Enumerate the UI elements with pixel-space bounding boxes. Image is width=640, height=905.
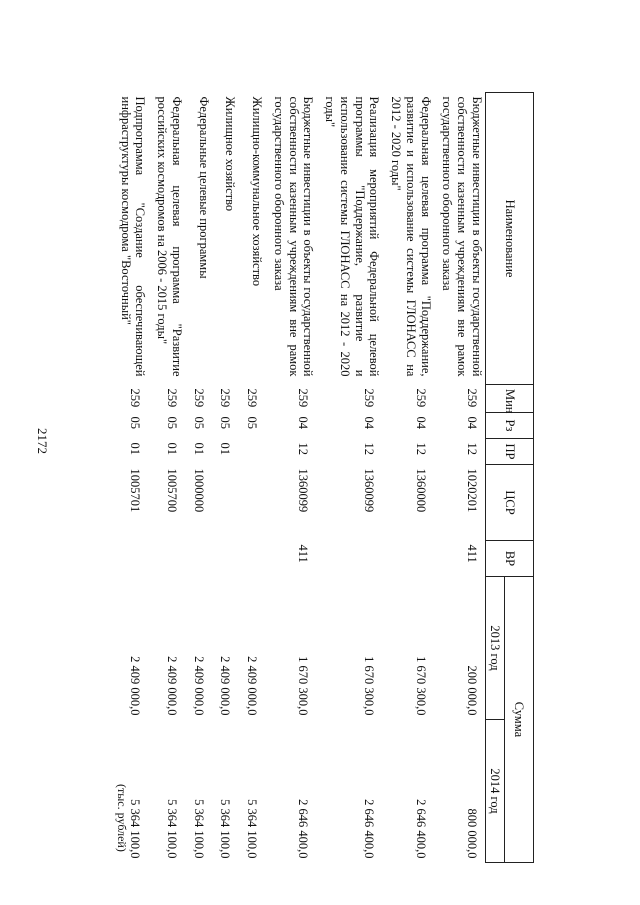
row-name: Бюджетные инвестиции в объекты государственной собственности казенным учреждениям вне рамок государственного оборонного заказа [440, 96, 484, 377]
header-vr: ВР [486, 541, 534, 577]
row-min: 259 [218, 388, 233, 408]
row-vr: 411 [465, 544, 479, 563]
header-rz: Рз [486, 413, 534, 439]
row-min: 259 [296, 388, 311, 408]
table-row [265, 93, 316, 863]
row-min: 259 [413, 388, 428, 408]
row-min: 259 [465, 388, 479, 408]
row-vr [239, 541, 266, 577]
row-pr: 12 [362, 442, 377, 455]
page-number: 2172 [35, 428, 50, 454]
row-pr: 01 [218, 442, 233, 455]
row-rz: 04 [465, 416, 479, 429]
row-rz: 05 [128, 416, 143, 429]
row-pr: 12 [296, 442, 311, 455]
row-sum-2014: 2 646 400,0 [362, 799, 377, 859]
header-name: Наименование [486, 93, 534, 385]
row-rz: 04 [362, 416, 377, 429]
row-sum-2013: 2 409 000,0 [128, 656, 143, 716]
row-min: 259 [165, 388, 179, 408]
table-row [149, 93, 186, 863]
row-vr [112, 541, 149, 577]
row-name: Жилищно-коммунальное хозяйство [250, 96, 265, 287]
row-pr: 01 [165, 442, 179, 455]
row-vr [383, 541, 434, 577]
units-note: (тыс. рублей) [115, 784, 129, 852]
row-rz: 05 [191, 416, 206, 429]
row-csr: 1360000 [413, 468, 428, 513]
header-min: Мин [486, 385, 534, 413]
row-rz: 04 [413, 416, 428, 429]
budget-table [112, 92, 534, 863]
row-csr: 1020201 [465, 468, 479, 513]
row-sum-2013: 200 000,0 [465, 665, 479, 716]
row-rz: 05 [218, 416, 233, 429]
row-sum-2014: 800 000,0 [465, 808, 479, 859]
table-row [317, 93, 383, 863]
row-name: Федеральные целевые программы [196, 96, 211, 279]
row-sum-2013: 1 670 300,0 [362, 656, 377, 716]
row-sum-2013: 2 409 000,0 [165, 656, 179, 716]
row-sum-2014: 5 364 100,0 [128, 799, 143, 859]
header-year-2013: 2013 год [486, 577, 505, 720]
row-pr: 01 [128, 442, 143, 455]
header-sum: Сумма [505, 577, 534, 863]
row-name: Подпрограмма "Создание обеспечивающей инфраструктуры космодрома "Восточный" [118, 96, 148, 377]
table-row [185, 93, 212, 863]
header-pr: ПР [486, 439, 534, 465]
row-min: 259 [362, 388, 377, 408]
table-row [434, 93, 486, 863]
row-sum-2014: 5 364 100,0 [245, 799, 260, 859]
row-rz: 04 [296, 416, 311, 429]
row-sum-2014: 2 646 400,0 [413, 799, 428, 859]
row-sum-2014: 5 364 100,0 [165, 799, 179, 859]
row-rz: 05 [245, 416, 260, 429]
row-sum-2013: 2 409 000,0 [218, 656, 233, 716]
row-vr [185, 541, 212, 577]
row-csr [212, 465, 239, 541]
row-pr: 12 [465, 442, 479, 455]
row-pr: 12 [413, 442, 428, 455]
row-sum-2013: 1 670 300,0 [413, 656, 428, 716]
row-sum-2013: 2 409 000,0 [245, 656, 260, 716]
row-sum-2013: 1 670 300,0 [296, 656, 311, 716]
header-csr: ЦСР [486, 465, 534, 541]
row-vr [317, 541, 383, 577]
row-csr [239, 465, 266, 541]
row-min: 259 [245, 388, 260, 408]
row-vr [212, 541, 239, 577]
row-name: Федеральная целевая программа "Развитие российских космодромов на 2006 - 2015 годы" [155, 96, 184, 377]
row-csr: 1360099 [362, 468, 377, 513]
row-vr: 411 [296, 544, 311, 563]
row-pr [239, 439, 266, 465]
row-min: 259 [191, 388, 206, 408]
table-row [239, 93, 266, 863]
row-csr: 1360099 [296, 468, 311, 513]
row-sum-2013: 2 409 000,0 [191, 656, 206, 716]
table-row [112, 93, 149, 863]
row-name: Бюджетные инвестиции в объекты государственной собственности казенным учреждениям вне рамок государственного оборонного заказа [272, 96, 316, 377]
row-name: Федеральная целевая программа "Поддержание, развитие и использование системы ГЛОНАСС на 2012 - 2020 годы" [389, 96, 433, 377]
row-name: Реализация мероприятий Федеральной целевой программы "Поддержание, развитие и использование системы ГЛОНАСС на 2012 - 2020 годы" [323, 96, 382, 377]
header-year-2014: 2014 год [486, 720, 505, 863]
row-name: Жилищное хозяйство [223, 96, 238, 212]
table-row [212, 93, 239, 863]
row-sum-2014: 5 364 100,0 [191, 799, 206, 859]
row-sum-2014: 2 646 400,0 [296, 799, 311, 859]
row-sum-2014: 5 364 100,0 [218, 799, 233, 859]
row-min: 259 [128, 388, 143, 408]
row-csr: 1005701 [128, 468, 143, 513]
table-row [383, 93, 434, 863]
row-pr: 01 [191, 442, 206, 455]
row-csr: 1000000 [191, 468, 206, 513]
row-csr: 1005700 [165, 468, 179, 513]
row-rz: 05 [165, 416, 179, 429]
row-vr [149, 541, 186, 577]
